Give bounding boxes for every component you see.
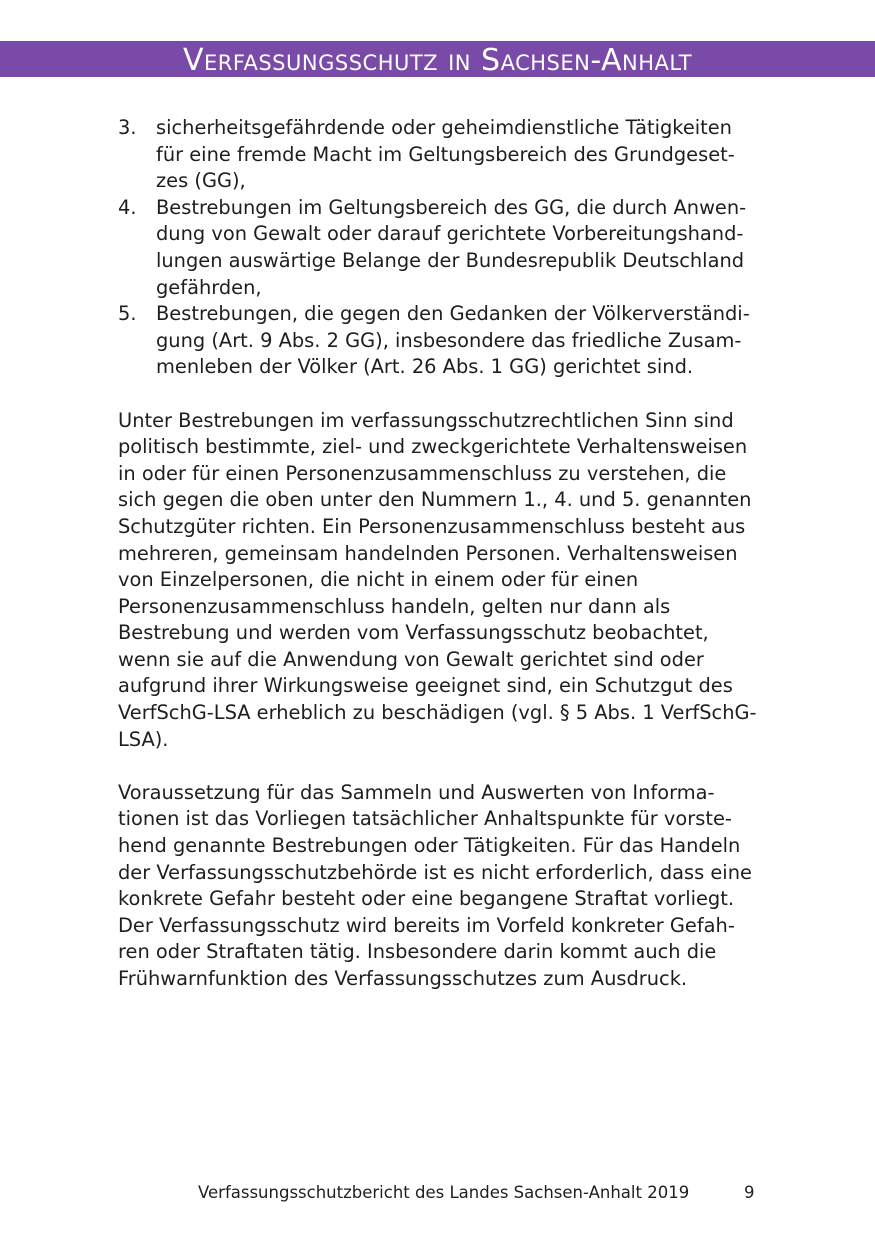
paragraph-voraussetzung: Voraussetzung für das Sammeln und Auswerten von Informationen ist das Vorliegen tatsächlicher Anhaltspunkte für vorstehend genannte Bestrebungen oder Tätigkeiten. Für das Handeln der Verfassungsschutzbehörde ist es nicht erforderlich, dass eine konkrete Gefahr besteht oder eine begangene Straftat vorliegt. Der Verfassungsschutz wird bereits im Vorfeld konkreter Gefahren oder Straftaten tätig. Insbesondere darin kommt auch die Frühwarnfunktion des Verfassungsschutzes zum Ausdruck. — [118, 780, 752, 990]
paragraph-bestrebungen: Unter Bestrebungen im verfassungsschutzrechtlichen Sinn sind politisch bestimmte, ziel- und zweckgerichtete Verhaltensweisen in oder für einen Personenzusammenschluss zu verstehen, die sich gegen die oben unter den Nummern 1., 4. und 5. genannten Schutzgüter richten. Ein Personenzusammenschluss besteht aus mehreren, gemeinsam handelnden Personen. Verhaltensweisen von Einzelpersonen, die nicht in einem oder für einen Personenzusammenschluss handeln, gelten nur dann als Bestrebung und werden vom Verfassungsschutz beobachtet, wenn sie auf die Anwendung von Gewalt gerichtet sind oder aufgrund ihrer Wirkungsweise geeignet sind, ein Schutzgut des VerfSchG-LSA erheblich zu beschädigen (vgl. § 5 Abs. 1 VerfSchG-LSA). — [118, 408, 757, 751]
list-item-text: sicherheitsgefährdende oder geheimdienstliche Tätigkeiten für eine fremde Macht im Geltungsbereich des Grundgesetzes (GG), — [156, 116, 735, 193]
list-item-number: 4. — [118, 195, 137, 219]
list-item — [118, 301, 758, 381]
list-item — [118, 115, 758, 195]
page-header-title: Verfassungsschutz in Sachsen-Anhalt — [182, 43, 693, 78]
numbered-list — [118, 115, 758, 381]
list-item-text: Bestrebungen im Geltungsbereich des GG, die durch Anwendung von Gewalt oder darauf gerichtete Vorbereitungshandlungen auswärtige Belange der Bundesrepublik Deutschland gefährden, — [156, 195, 747, 299]
page-number: 9 — [744, 1183, 755, 1202]
list-item-number: 3. — [118, 116, 137, 139]
main-content — [118, 115, 758, 993]
list-item-number: 5. — [118, 302, 137, 326]
list-item-text: Bestrebungen, die gegen den Gedanken der Völkerverständigung (Art. 9 Abs. 2 GG), insbesondere das friedliche Zusammenleben der Völker (Art. 26 Abs. 1 GG) gerichtet sind. — [156, 302, 750, 379]
footer-report-title: Verfassungsschutzbericht des Landes Sachsen-Anhalt 2019 — [198, 1183, 690, 1202]
list-item — [118, 195, 758, 301]
